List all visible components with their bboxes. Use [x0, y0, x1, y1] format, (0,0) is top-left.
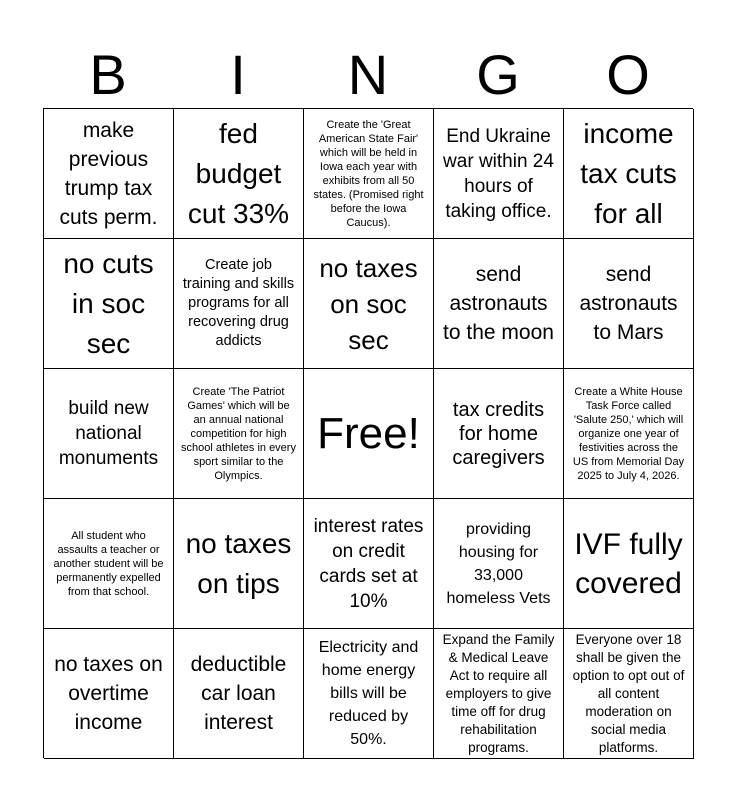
cell-text: End Ukraine war within 24 hours of taking office. [443, 125, 554, 222]
bingo-cell[interactable] [174, 629, 304, 759]
bingo-cell[interactable] [434, 239, 564, 369]
bingo-cell[interactable] [434, 369, 564, 499]
bingo-cell[interactable] [174, 239, 304, 369]
cell-text: no taxes on tips [185, 527, 292, 599]
bingo-cell[interactable] [304, 499, 434, 629]
header-letter-g: G [476, 43, 520, 106]
cell-text: send astronauts to Mars [579, 263, 678, 344]
bingo-cell[interactable] [564, 109, 694, 239]
bingo-cell[interactable] [304, 109, 434, 239]
cell-text: build new national monuments [58, 398, 159, 469]
cell-text: no cuts in soc sec [63, 247, 154, 359]
bingo-cell[interactable] [564, 629, 694, 759]
bingo-cell[interactable] [44, 629, 174, 759]
cell-text: providing housing for 33,000 homeless Vets [446, 520, 551, 607]
cell-text: IVF fully covered [574, 527, 683, 600]
bingo-cell[interactable] [434, 499, 564, 629]
header-letter-i: I [230, 43, 246, 106]
free-space-cell[interactable] [304, 369, 434, 499]
bingo-cell[interactable] [564, 369, 694, 499]
cell-text: interest rates on credit cards set at 10% [313, 515, 424, 612]
header-letter-n: N [347, 43, 389, 106]
bingo-cell[interactable] [304, 629, 434, 759]
cell-text: no taxes on soc sec [319, 252, 418, 355]
cell-text: Create a White House Task Force called 'Salute 250,' which will organize one year of festivities across the US from Memorial Day 2025 to July 4, 2026. [572, 385, 685, 482]
cell-text: Everyone over 18 shall be given the option to opt out of all content moderation on social media platforms. [572, 631, 685, 755]
cell-text: tax credits for home caregivers [452, 398, 545, 469]
cell-text: Electricity and home energy bills will be reduced by 50%. [318, 639, 419, 748]
header-letter-o: O [606, 43, 650, 106]
cell-text: Create 'The Patriot Games' which will be an annual national competition for high school athletes in every sport similar to the Olympics. [181, 385, 296, 482]
cell-text: Create job training and skills programs for all recovering drug addicts [182, 257, 295, 349]
header-letter-b: B [89, 43, 127, 106]
cell-text: Expand the Family & Medical Leave Act to require all employers to give time off for drug rehabilitation programs. [442, 631, 555, 755]
cell-text: deductible car loan interest [190, 653, 287, 734]
bingo-cell[interactable] [174, 109, 304, 239]
cell-text: All student who assaults a teacher or another student will be permanently expelled from that school. [53, 529, 164, 598]
cell-text: income tax cuts for all [580, 117, 677, 229]
bingo-cell[interactable] [564, 499, 694, 629]
cell-text: send astronauts to the moon [443, 263, 554, 344]
bingo-cell[interactable] [174, 499, 304, 629]
cell-text: Create the 'Great American State Fair' which will be held in Iowa each year with exhibits from all 50 states. (Promised right before the Iowa Caucus). [313, 118, 424, 229]
bingo-cell[interactable] [44, 239, 174, 369]
bingo-cell[interactable] [304, 239, 434, 369]
cell-text: no taxes on overtime income [54, 653, 163, 734]
bingo-cell[interactable] [44, 109, 174, 239]
bingo-cell[interactable] [44, 369, 174, 499]
bingo-cell[interactable] [434, 629, 564, 759]
cell-text: fed budget cut 33% [187, 117, 290, 229]
bingo-cell[interactable] [44, 499, 174, 629]
cell-text: make previous trump tax cuts perm. [59, 118, 158, 229]
bingo-cell[interactable] [434, 109, 564, 239]
bingo-grid [43, 108, 693, 758]
cell-text: Free! [317, 408, 420, 458]
bingo-cell[interactable] [174, 369, 304, 499]
bingo-header [43, 40, 693, 110]
bingo-cell[interactable] [564, 239, 694, 369]
